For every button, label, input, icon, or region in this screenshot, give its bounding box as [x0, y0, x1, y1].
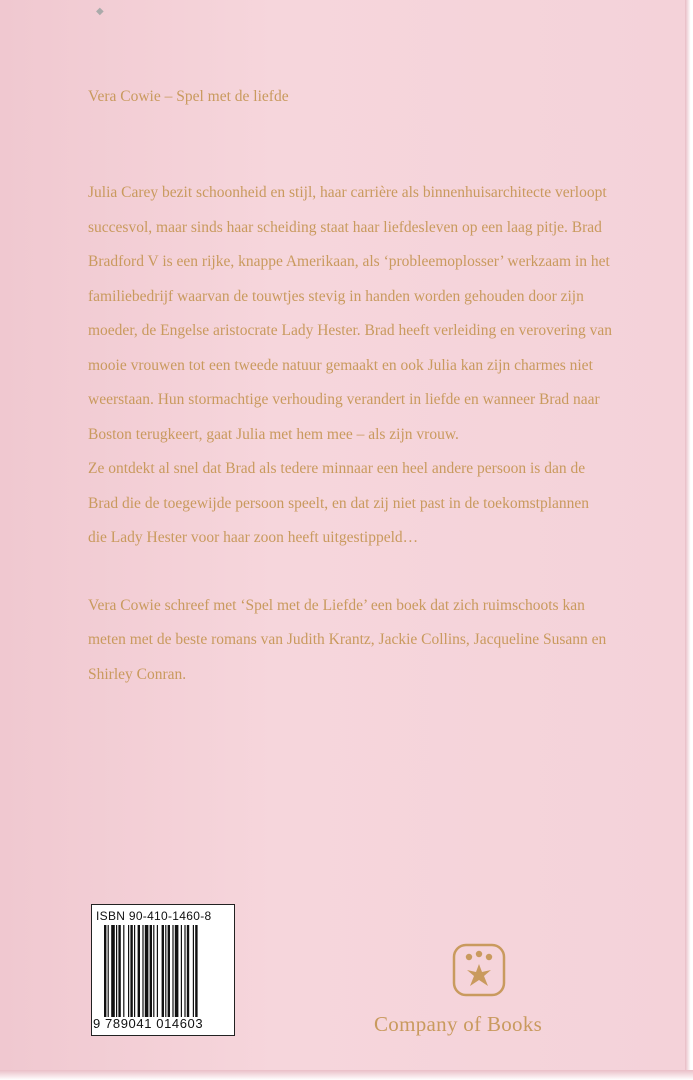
blurb-line: die Lady Hester voor haar zoon heeft uitgestippeld… [88, 529, 419, 546]
barcode-stripe [175, 925, 179, 1017]
barcode-stripe [162, 925, 164, 1017]
barcode-stripe [195, 925, 197, 1017]
blurb-line: Bradford V is een rijke, knappe Amerikaan, als ‘probleemoplosser’ werkzaam in het [88, 253, 610, 270]
cover-edge-right [685, 0, 693, 1080]
blurb-line: Boston terugkeert, gaat Julia met hem mee – als zijn vrouw. [88, 425, 459, 443]
barcode-stripe [130, 925, 132, 1017]
corner-mark: ◆ [96, 6, 104, 17]
barcode-stripe [123, 925, 124, 1017]
barcode-stripe [168, 925, 170, 1017]
barcode-stripe [116, 925, 117, 1017]
barcode-stripe [134, 925, 135, 1017]
barcode-stripe [184, 925, 185, 1017]
publisher-name: Company of Books [374, 1012, 543, 1036]
barcode-stripe [157, 925, 158, 1017]
barcode-stripe [172, 925, 173, 1017]
review-line: meten met de beste romans van Judith Krantz, Jackie Collins, Jacqueline Susann en [88, 631, 607, 648]
barcode-stripe [153, 925, 154, 1017]
ean-digits: 9 789041 014603 [93, 1016, 204, 1031]
barcode-stripe [108, 925, 109, 1017]
review-line: Vera Cowie schreef met ‘Spel met de Liefde’ een boek dat zich ruimschoots kan [88, 596, 585, 614]
barcode-stripe [128, 925, 129, 1017]
blurb-line: moeder, de Engelse aristocrate Lady Hester. Brad heeft verleiding en verovering van [88, 322, 613, 339]
barcode-stripe [118, 925, 120, 1017]
barcode-stripe [181, 925, 182, 1017]
blurb [88, 176, 613, 692]
barcode-stripe [142, 925, 143, 1017]
barcode-stripe [193, 925, 194, 1017]
blurb-line: mooie vrouwen tot een tweede natuur gemaakt en ook Julia kan zijn charmes niet [88, 356, 593, 374]
barcode-stripe [165, 925, 166, 1017]
juggler-star-icon [452, 943, 506, 997]
cover-edge-bottom [0, 1070, 693, 1080]
review-line: Shirley Conran. [88, 665, 187, 683]
blurb-line: succesvol, maar sinds haar scheiding staat haar liefdesleven op een laag pitje. Brad [88, 218, 602, 236]
book-title-line: Vera Cowie – Spel met de liefde [88, 88, 289, 105]
barcode-stripe [138, 925, 140, 1017]
blurb-line: Ze ontdekt al snel dat Brad als tedere minnaar een heel andere persoon is dan de [88, 460, 586, 477]
barcode-stripe [187, 925, 189, 1017]
barcode-stripe [150, 925, 152, 1017]
blurb-line: Brad die de toegewijde persoon speelt, en dat zij niet past in de toekomstplannen [88, 494, 590, 512]
isbn-label: ISBN 90-410-1460-8 [96, 909, 212, 923]
blurb-line: weerstaan. Hun stormachtige verhouding verandert in liefde en wanneer Brad naar [88, 391, 600, 408]
barcode-stripe [145, 925, 149, 1017]
barcode-stripe [111, 925, 115, 1017]
blurb-line: familiebedrijf waarvan de touwtjes stevig in handen worden gehouden door zijn [88, 287, 584, 305]
barcode-stripe [104, 925, 106, 1017]
paragraph-gap [88, 556, 608, 589]
barcode-bars [104, 925, 224, 1017]
blurb-line: Julia Carey bezit schoonheid en stijl, haar carrière als binnenhuisarchitecte verloopt [88, 184, 607, 201]
